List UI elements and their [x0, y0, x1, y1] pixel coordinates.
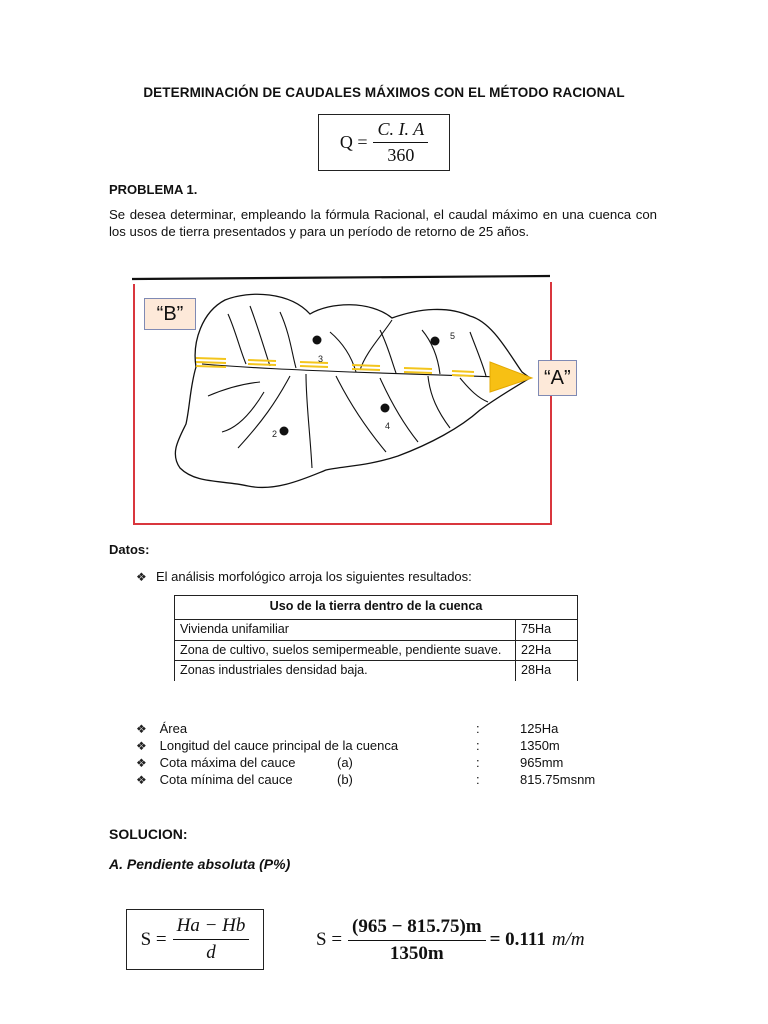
data-item-label: Cota máxima del cauce	[159, 755, 296, 770]
formula-q-fraction	[373, 119, 428, 166]
datos-intro-item	[136, 569, 472, 584]
label-a-box	[538, 360, 577, 396]
formula-s-calc-numerator: (965 − 815.75)m	[348, 916, 486, 941]
label-b-text: “B”	[156, 302, 184, 325]
data-item-colon: :	[476, 772, 480, 787]
landuse-table-wrap	[174, 595, 578, 681]
data-item-colon: :	[476, 738, 480, 753]
data-items-list	[136, 721, 656, 789]
problem-heading: PROBLEMA 1.	[109, 182, 198, 197]
landuse-area-cell: 28Ha	[516, 661, 578, 682]
landuse-use-cell: Zonas industriales densidad baja.	[175, 661, 516, 682]
label-a-text: “A”	[544, 366, 571, 389]
zone-label-4: 4	[385, 421, 391, 431]
data-item-value: 965mm	[520, 755, 564, 770]
landuse-area-cell: 75Ha	[516, 620, 578, 641]
data-item-value: 815.75msnm	[520, 772, 596, 787]
list-item	[136, 755, 656, 772]
list-item	[136, 721, 656, 738]
datos-intro-text: El análisis morfológico arroja los siguientes resultados:	[156, 569, 472, 584]
landuse-use-cell: Zona de cultivo, suelos semipermeable, pendiente suave.	[175, 641, 516, 661]
data-item-value: 1350m	[520, 738, 560, 753]
formula-s-calc-lhs: S =	[316, 929, 343, 950]
watershed-diagram	[130, 272, 575, 528]
formula-s-calc-unit: m/m	[551, 929, 585, 950]
bullet-star-icon: ❖	[136, 756, 147, 770]
formula-s-denominator: d	[206, 942, 216, 963]
bullet-star-icon: ❖	[136, 570, 147, 584]
zone-dots	[280, 336, 440, 436]
formula-q-box	[318, 114, 450, 171]
bullet-star-icon: ❖	[136, 739, 147, 753]
zone-label-5: 5	[450, 331, 456, 341]
list-item	[136, 772, 656, 789]
formula-q-lhs: Q =	[339, 132, 368, 152]
zone-label-3: 3	[318, 354, 324, 364]
landuse-table	[174, 595, 578, 681]
formula-s-calc-denominator: 1350m	[389, 942, 444, 964]
top-border-line	[132, 276, 550, 279]
bullet-star-icon: ❖	[136, 722, 147, 736]
table-row	[175, 641, 578, 661]
data-item-label: Área	[159, 721, 188, 736]
landuse-area-cell: 22Ha	[516, 641, 578, 661]
formula-s-calc-result: = 0.111	[489, 929, 546, 950]
streams	[202, 306, 530, 468]
formula-s-numerator: Ha − Hb	[173, 915, 250, 940]
zone-label-2: 2	[272, 429, 278, 439]
data-item-value: 125Ha	[520, 721, 559, 736]
formula-s-calc-fraction	[348, 916, 486, 965]
data-item-colon: :	[476, 721, 480, 736]
section-a-heading: A. Pendiente absoluta (P%)	[109, 856, 291, 872]
table-row	[175, 661, 578, 682]
data-item-tag: (b)	[337, 772, 353, 787]
bullet-star-icon: ❖	[136, 773, 147, 787]
formula-q-numerator: C. I. A	[373, 119, 428, 143]
datos-heading: Datos:	[109, 542, 150, 557]
page-title: DETERMINACIÓN DE CAUDALES MÁXIMOS CON EL MÉTODO RACIONAL	[143, 85, 625, 100]
label-b-box	[144, 298, 196, 330]
red-frame	[134, 282, 551, 524]
table-row	[175, 620, 578, 641]
problem-text: Se desea determinar, empleando la fórmula Racional, el caudal máximo en una cuenca con los usos de tierra presentados y para un período de retorno de 25 años.	[109, 207, 657, 239]
flow-arrow	[490, 362, 532, 392]
formula-s-calc	[316, 910, 585, 970]
data-item-label: Longitud del cauce principal de la cuenca	[159, 738, 399, 753]
solution-heading: SOLUCION:	[109, 826, 188, 842]
data-item-colon: :	[476, 755, 480, 770]
formula-s-box	[126, 909, 264, 970]
data-item-label: Cota mínima del cauce	[159, 772, 293, 787]
formula-s-lhs: S =	[140, 928, 167, 950]
landuse-table-header: Uso de la tierra dentro de la cuenca	[175, 596, 578, 620]
landuse-use-cell: Vivienda unifamiliar	[175, 620, 516, 641]
formula-s-fraction	[173, 915, 250, 964]
formula-q-denominator: 360	[387, 145, 415, 165]
data-item-tag: (a)	[337, 755, 353, 770]
watershed-outline	[175, 294, 530, 487]
list-item	[136, 738, 656, 755]
